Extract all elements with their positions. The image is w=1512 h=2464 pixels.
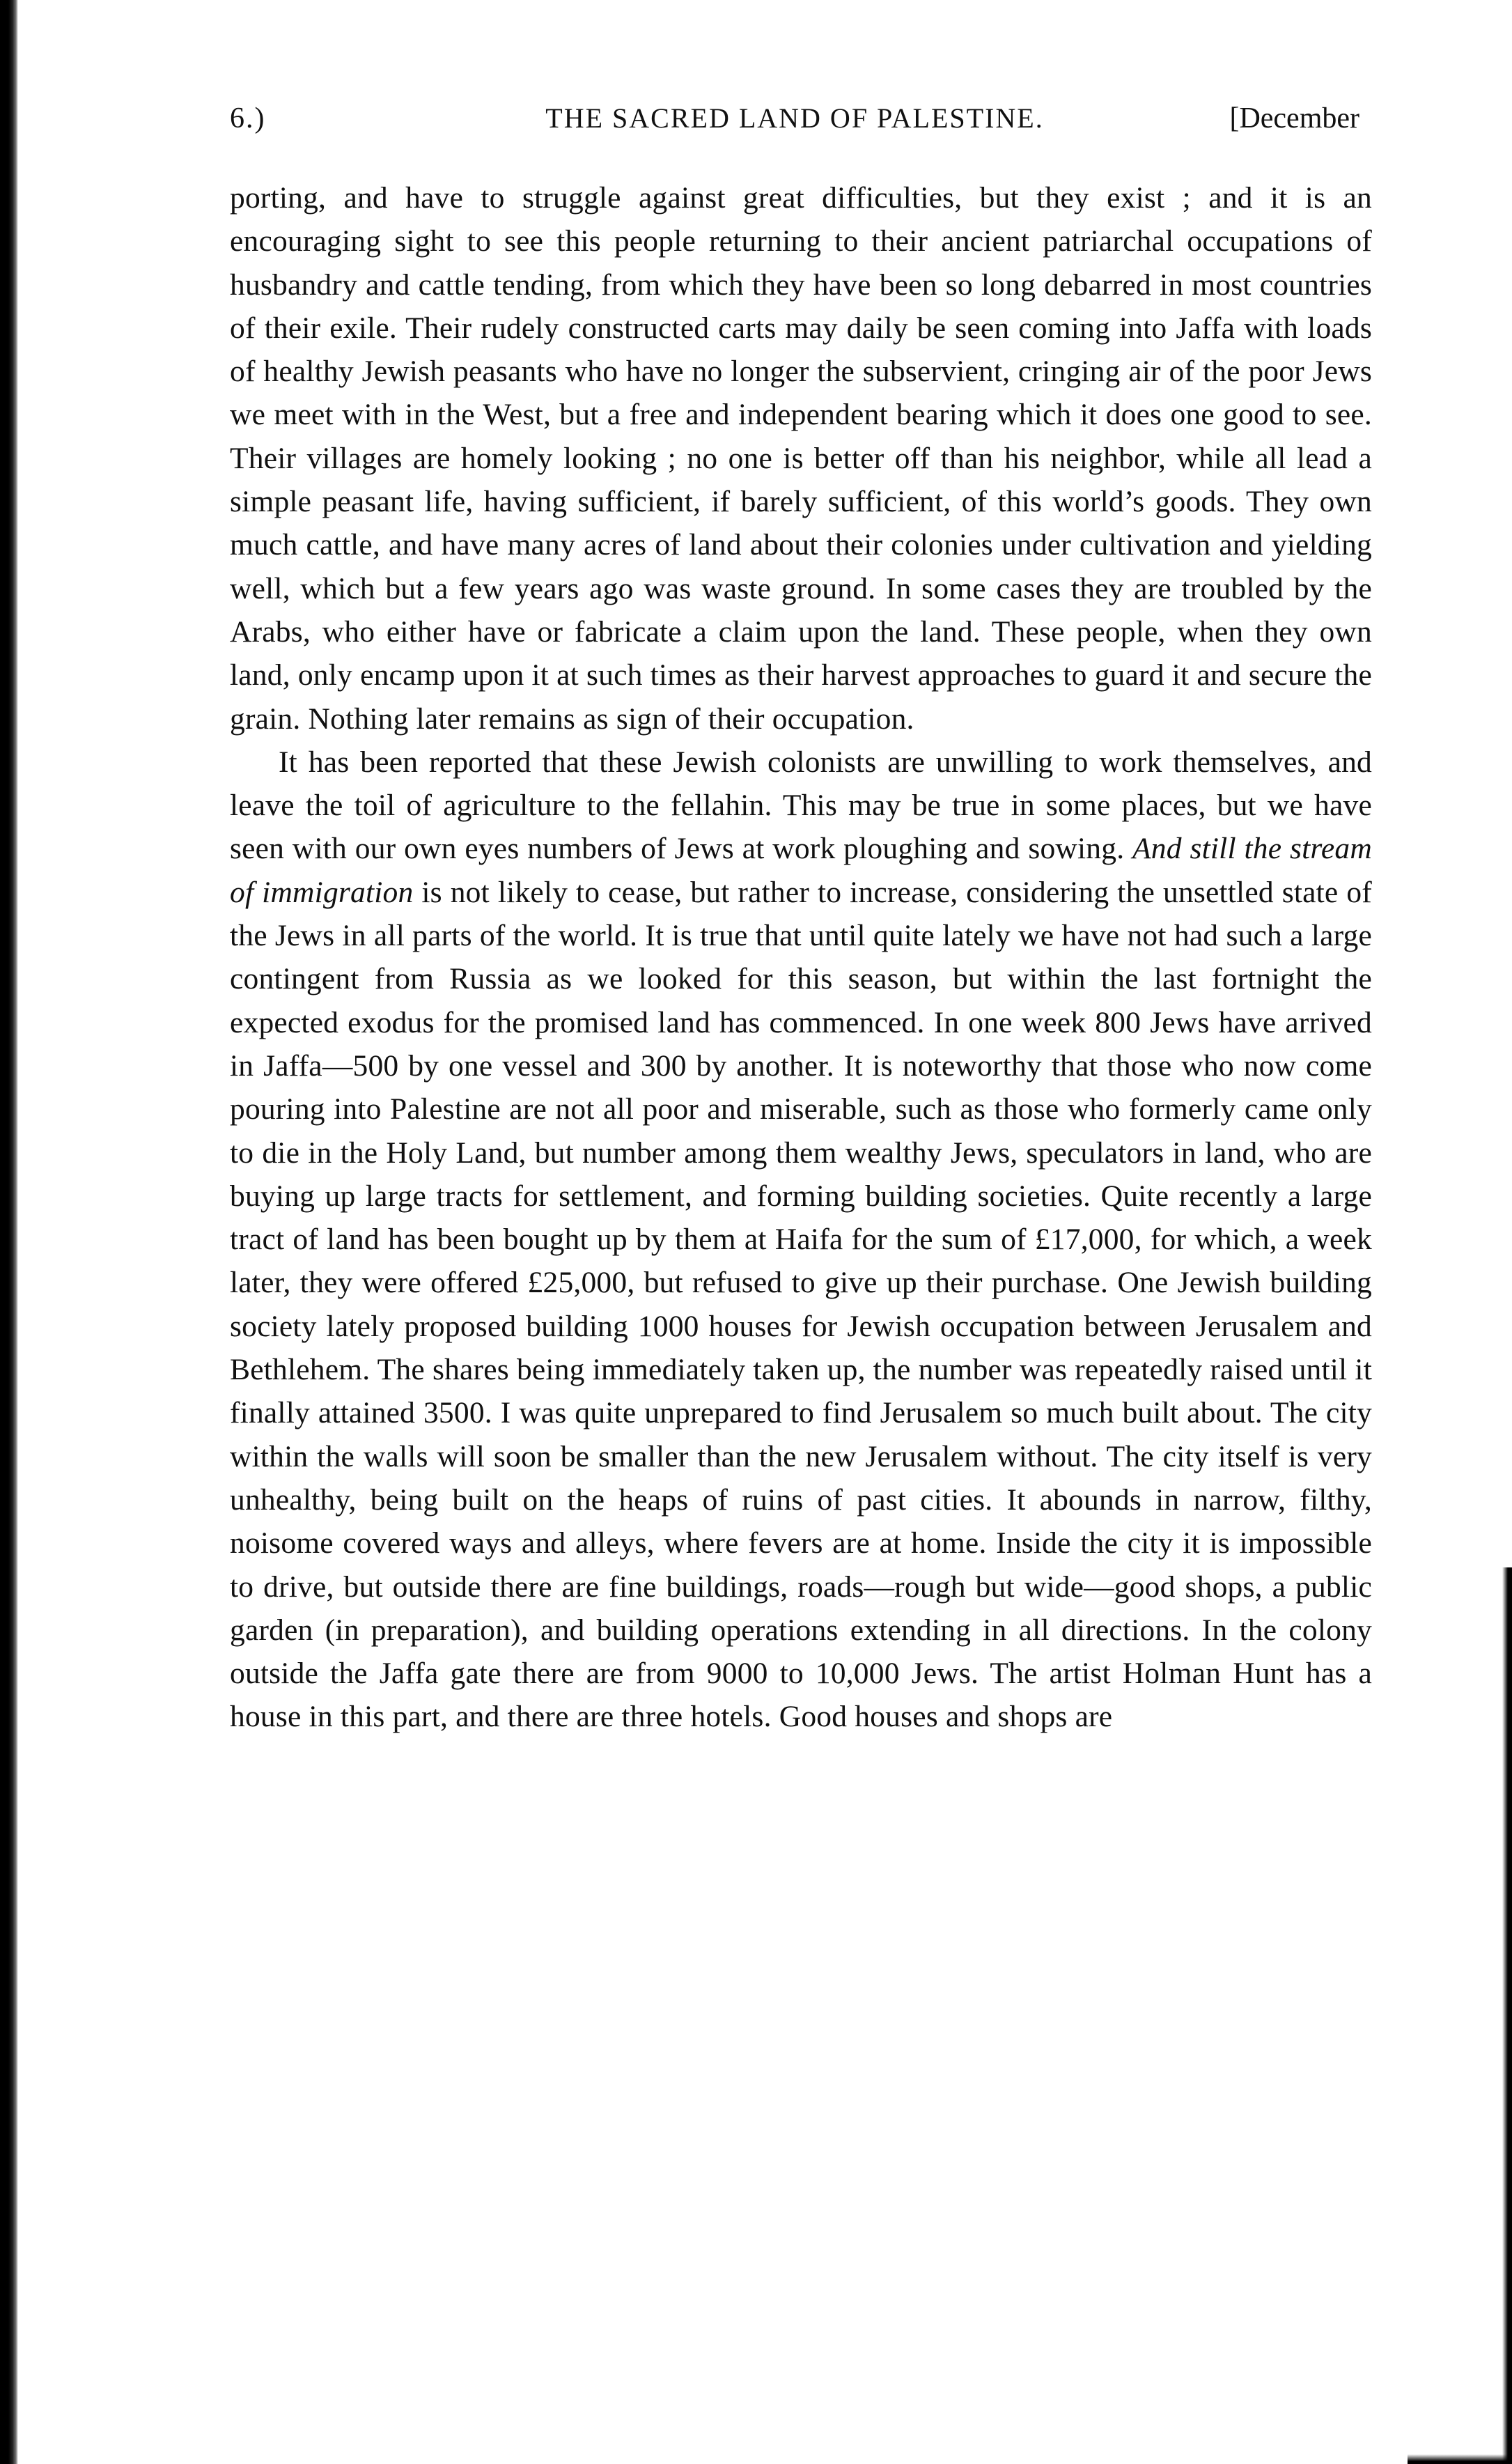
page-number: 6.) <box>230 102 266 134</box>
running-title: THE SACRED LAND OF PALESTINE. <box>545 102 1044 134</box>
paragraph-1: porting, and have to struggle against great difficulties, but they exist ; and it is an encouraging sight to see this people returning to their ancient patriarchal occupations of husbandry and cattle tending, from which they have been so long debarred in most countries of their exile. Their rudely constructed carts may daily be seen coming into Jaffa with loads of healthy Jewish peasants who have no longer the subservient, cringing air of the poor Jews we meet with in the West, but a free and independent bearing which it does one good to see. Their villages are homely looking ; no one is better off than his neighbor, while all lead a simple peasant life, having sufficient, if barely sufficient, of this world’s goods. They own much cattle, and have many acres of land about their colonies under cultivation and yielding well, which but a few years ago was waste ground. In some cases they are troubled by the Arabs, who either have or fabricate a claim upon the land. These people, when they own land, only encamp upon it at such times as their harvest approaches to guard it and secure the grain. Nothing later remains as sign of their occupation. <box>230 181 1372 736</box>
page-edge-shadow-bottom <box>1408 2454 1512 2464</box>
page-edge-shadow-left <box>0 0 18 2464</box>
paragraph-2-part-2: is not likely to cease, but rather to increase, considering the unsettled state of the Jews in all parts of the world. It is true that until quite lately we have not had such a large contingent from Russia as we looked for this season, but within the last fortnight the expected exodus for the promised land has commenced. In one week 800 Jews have arrived in Jaffa—500 by one vessel and 300 by another. It is noteworthy that those who now come pouring into Palestine are not all poor and miserable, such as those who formerly came only to die in the Holy Land, but number among them wealthy Jews, speculators in land, who are buying up large tracts for settlement, and forming building societies. Quite recently a large tract of land has been bought up by them at Haifa for the sum of £17,000, for which, a week later, they were offered £25,000, but refused to give up their purchase. One Jewish building society lately proposed building 1000 houses for Jewish occupation between Jerusalem and Bethlehem. The shares being immediately taken up, the number was repeatedly raised until it finally attained 3500. I was quite unprepared to find Jerusalem so much built about. The city within the walls will soon be smaller than the new Jerusalem without. The city itself is very unhealthy, being built on the heaps of ruins of past cities. It abounds in narrow, filthy, noisome covered ways and alleys, where fevers are at home. Inside the city it is impossible to drive, but outside there are fine buildings, roads—rough but wide—good shops, a public garden (in preparation), and building operations extending in all directions. In the colony outside the Jaffa gate there are from 9000 to 10,000 Jews. The artist Holman Hunt has a house in this part, and there are three hotels. Good houses and shops are <box>230 875 1372 1734</box>
paragraph-2 <box>230 741 1372 1739</box>
paragraph-2-part-1: It has been reported that these Jewish colonists are unwilling to work themselves, and leave the toil of agriculture to the fellahin. This may be true in some places, but we have seen with our own eyes numbers of Jews at work ploughing and sowing. <box>230 745 1372 866</box>
body-text <box>230 176 1372 1739</box>
paragraph-2-italic-phrase: And still the stream of immigration <box>230 832 1372 909</box>
running-head <box>230 98 1359 139</box>
running-date: [December <box>1229 102 1359 134</box>
page-edge-shadow-right <box>1502 1567 1512 2464</box>
